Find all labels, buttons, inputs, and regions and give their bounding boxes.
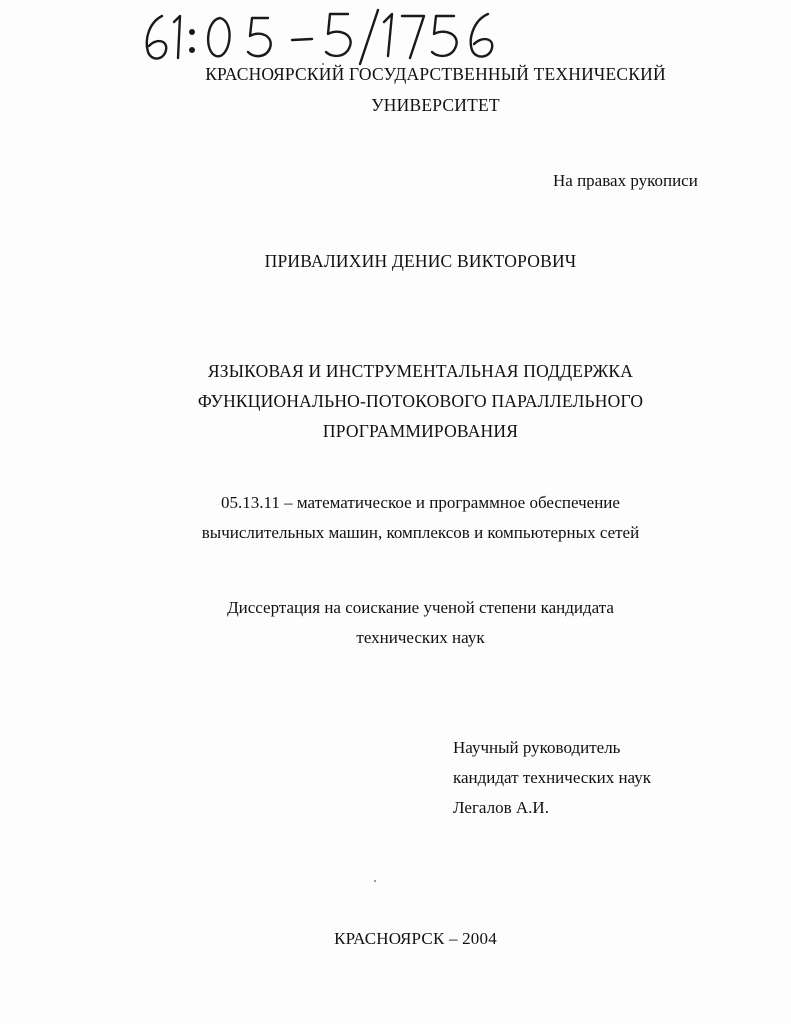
thesis-title-line2: ФУНКЦИОНАЛЬНО-ПОТОКОВОГО ПАРАЛЛЕЛЬНОГО bbox=[197, 391, 644, 411]
university-name-line1: КРАСНОЯРСКИЙ ГОСУДАРСТВЕННЫЙ ТЕХНИЧЕСКИЙ bbox=[205, 64, 666, 84]
scan-speck bbox=[374, 880, 376, 882]
supervisor-role: Научный руководитель bbox=[453, 738, 621, 757]
thesis-title-line1: ЯЗЫКОВАЯ И ИНСТРУМЕНТАЛЬНАЯ ПОДДЕРЖКА bbox=[207, 361, 634, 381]
city-year: КРАСНОЯРСК – 2004 bbox=[334, 929, 497, 948]
handwritten-archive-number bbox=[140, 8, 510, 68]
supervisor-name: Легалов А.И. bbox=[453, 798, 549, 817]
specialty-line2: вычислительных машин, комплексов и компьютерных сетей bbox=[201, 523, 640, 542]
specialty-line1: 05.13.11 – математическое и программное обеспечение bbox=[221, 493, 620, 512]
supervisor-degree: кандидат технических наук bbox=[453, 768, 651, 787]
handwritten-number-drawing bbox=[140, 8, 510, 68]
university-name-line2: УНИВЕРСИТЕТ bbox=[371, 95, 500, 115]
thesis-title-line3: ПРОГРАММИРОВАНИЯ bbox=[322, 421, 519, 441]
author-name: ПРИВАЛИХИН ДЕНИС ВИКТОРОВИЧ bbox=[264, 251, 577, 271]
dissertation-line2: технических наук bbox=[356, 628, 485, 647]
rights-note: На правах рукописи bbox=[553, 171, 698, 190]
dissertation-line1: Диссертация на соискание ученой степени кандидата bbox=[227, 598, 614, 617]
